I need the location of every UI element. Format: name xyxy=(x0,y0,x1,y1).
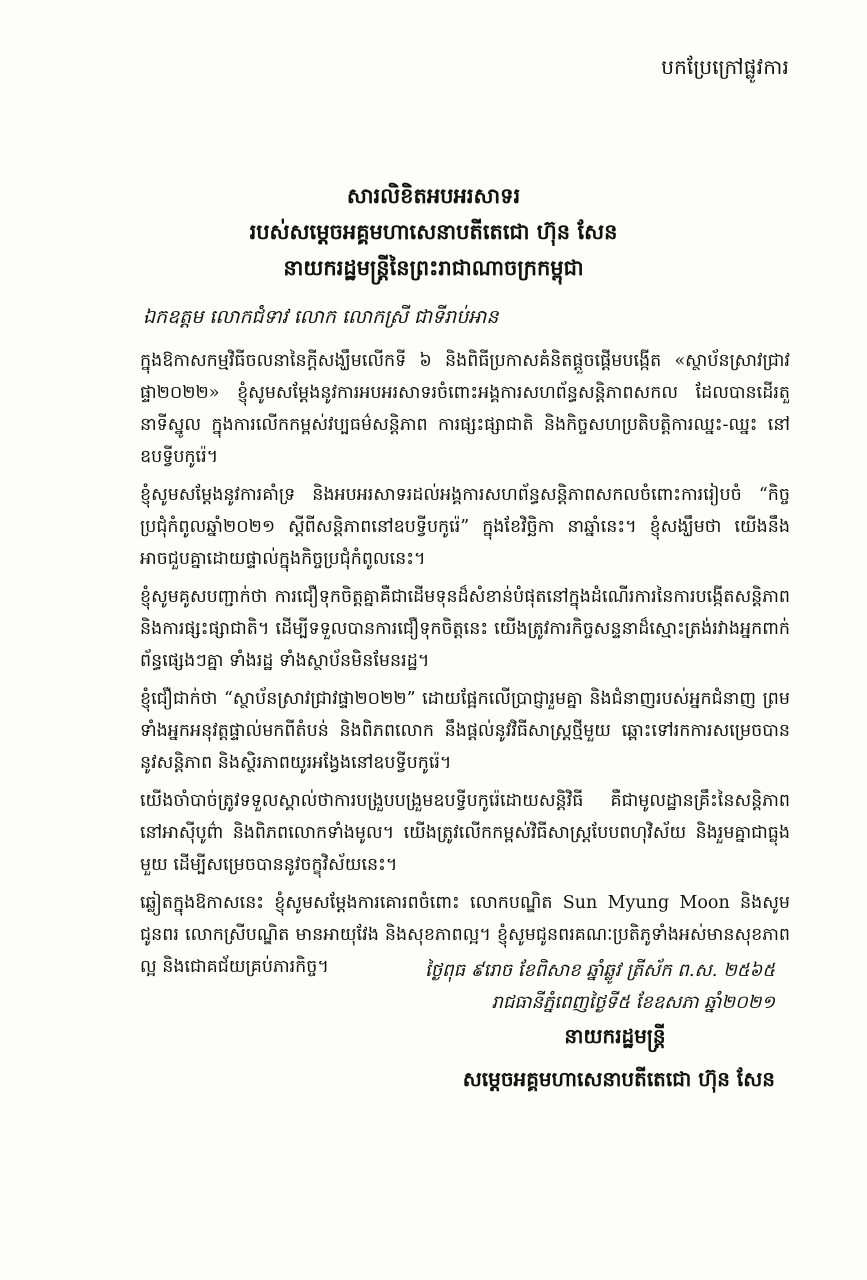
signatory-name: សម្តេចអគ្គមហាសេនាបតីតេជោ ហ៊ុន សែន xyxy=(462,1067,775,1091)
header-author: របស់សម្តេចអគ្គមហាសេនាបតីតេជោ ហ៊ុន សែន xyxy=(249,219,618,244)
header-title: សារលិខិតអបអរសាទរ xyxy=(346,183,521,208)
letter-body xyxy=(140,345,790,989)
header-position: នាយករដ្ឋមន្ត្រីនៃព្រះរាជាណាចក្រកម្ពុជា xyxy=(283,255,584,280)
letter-header xyxy=(0,178,867,286)
paragraph-5: យើងចាំបាច់ត្រូវទទួលស្គាល់ថាការបង្រួបបង្រួមឧបទ្វីបកូរ៉េដោយសន្តិវិធី គឺជាមូលដ្ឋានគ្រឹះនៃសន្តិភាពនៅអាស៊ីបូព៌ា និងពិភពលោកទាំងមូល។ យើងត្រូវលើកកម្ពស់វិធីសាស្ត្របែបពហុវិស័យ និងរួមគ្នាជាធ្លុងមួយ ដើម្បីសម្រេចបាននូវចក្ខុវិស័យនេះ។ xyxy=(140,791,790,875)
solar-date: រាជធានីភ្នំពេញថ្ងៃទី៥ ខែឧសភា ឆ្នាំ២០២១ xyxy=(491,992,775,1013)
paragraph-3: ខ្ញុំសូមគូសបញ្ជាក់ថា ការជឿទុកចិត្តគ្នាគឺជាដើមទុនដ៏សំខាន់បំផុតនៅក្នុងដំណើរការនៃការបង្កើតសន្តិភាព និងការផ្សះផ្សាជាតិ។ ដើម្បីទទួលបានការជឿទុកចិត្តនេះ យើងត្រូវការកិច្ចសន្ទនាដ៏ស្មោះត្រង់រវាងអ្នកពាក់ព័ន្ធផ្សេងៗគ្នា ទាំងរដ្ឋ ទាំងស្ថាប័នមិនមែនរដ្ឋ។ xyxy=(140,587,790,671)
signatory-title: នាយករដ្ឋមន្ត្រី xyxy=(564,1024,666,1048)
paragraph-6: ឆ្លៀតក្នុងឱកាសនេះ ខ្ញុំសូមសម្តែងការគោរពចំពោះ លោកបណ្ឌិត Sun Myung Moon និងសូមជូនពរ លោកស្រីបណ្ឌិត មានអាយុវែង និងសុខភាពល្អ។ ខ្ញុំសូមជូនពរគណៈប្រតិភូទាំងអស់មានសុខភាពល្អ និងជោគជ័យគ្រប់ភារកិច្ច។ xyxy=(140,893,790,977)
unofficial-translation-note: បកប្រែក្រៅផ្លូវការ xyxy=(661,55,789,79)
paragraph-2: ខ្ញុំសូមសម្តែងនូវការគាំទ្រ និងអបអរសាទរដល់អង្គការសហព័ន្ធសន្តិភាពសកលចំពោះការរៀបចំ “កិច្ចប្រជុំកំពូលឆ្នាំ២០២១ ស្តីពីសន្តិភាពនៅឧបទ្វីបកូរ៉េ” ក្នុងខែវិច្ឆិកា នាឆ្នាំនេះ។ ខ្ញុំសង្ឃឹមថា យើងនឹងអាចជួបគ្នាដោយផ្ទាល់ក្នុងកិច្ចប្រជុំកំពូលនេះ។ xyxy=(140,485,790,569)
paragraph-1: ក្នុងឱកាសកម្មវិធីចលនានៃក្តីសង្ឃឹមលើកទី ៦ និងពិធីប្រកាសគំនិតផ្តួចផ្តើមបង្កើត «ស្ថាប័នស្រាវជ្រាវផ្ទា២០២២» ខ្ញុំសូមសម្តែងនូវការអបអរសាទរចំពោះអង្គការសហព័ន្ធសន្តិភាពសកល ដែលបានដើរតួនាទីស្នូល ក្នុងការលើកកម្ពស់វប្បធម៌សន្តិភាព ការផ្សះផ្សាជាតិ និងកិច្ចសហប្រតិបត្តិការឈ្នះ-ឈ្នះ នៅឧបទ្វីបកូរ៉េ។ xyxy=(140,351,790,467)
lunar-date: ថ្ងៃពុធ ៩រោច ខែពិសាខ ឆ្នាំឆ្លូវ ត្រីស័ក ព.ស. ២៥៦៥ xyxy=(425,960,775,981)
paragraph-4: ខ្ញុំជឿជាក់ថា “ស្ថាប័នស្រាវជ្រាវផ្ទា២០២២” ដោយផ្អែកលើប្រាជ្ញារួមគ្នា និងជំនាញរបស់អ្នកជំនាញ ព្រមទាំងអ្នកអនុវត្តផ្ទាល់មកពីតំបន់ និងពិភពលោក នឹងផ្តល់នូវវិធីសាស្ត្រថ្មីមួយ ឆ្ពោះទៅរកការសម្រេចបាននូវសន្តិភាព និងស្ថិរភាពយូរអង្វែងនៅឧបទ្វីបកូរ៉េ។ xyxy=(140,689,790,773)
salutation: ឯកឧត្តម លោកជំទាវ លោក លោកស្រី ជាទីរាប់អាន xyxy=(143,306,499,328)
signature-block xyxy=(315,955,775,1099)
